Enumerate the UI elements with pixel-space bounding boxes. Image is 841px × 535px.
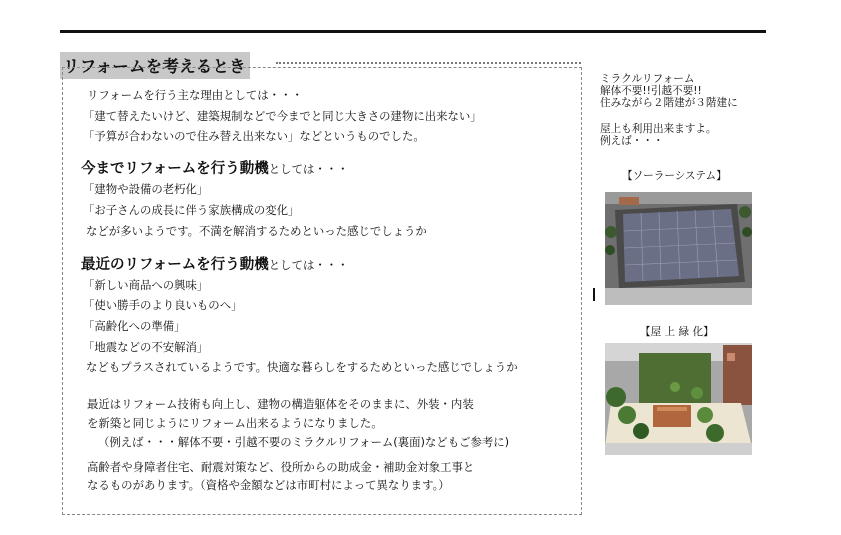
section2-item: 「高齢化への準備」 [83,319,186,333]
text-cursor [593,288,595,301]
subsidy-line: なるものがあります。（資格や金額などは市町村によって異なります。） [87,478,450,492]
section2-heading: 最近のリフォームを行う動機としては・・・ [81,257,349,273]
intro-line: 「建て替えたいけど、建築規制などで今までと同じ大きさの建物に出来ない」 [83,109,482,123]
rooftop-greening-caption: 【屋 上 緑 化】 [640,326,714,338]
solar-caption: 【ソーラーシステム】 [622,170,727,182]
recent-line: 最近はリフォーム技術も向上し、建物の構造躯体をそのままに、外装・内装 [87,397,474,411]
page-title: リフォームを考えるとき [60,52,250,79]
section1-item: 「お子さんの成長に伴う家族構成の変化」 [83,203,300,217]
intro-line: 「予算が合わないので住み替え出来ない」などというものでした。 [83,129,425,143]
sidebar-line: 住みながら２階建が３階建に [600,97,738,109]
section2-item: 「新しい商品への興味」 [83,278,209,292]
subsidy-line: 高齢者や身障者住宅、耐震対策など、役所からの助成金・補助金対象工事と [87,460,475,474]
section2-item: 「地震などの不安解消」 [83,340,209,354]
section1-item: 「建物や設備の老朽化」 [83,182,209,196]
section2-item: 「使い勝手のより良いものへ」 [83,298,243,312]
sidebar-line: 屋上も利用出来ますよ。 [600,123,717,135]
section2-item: などもプラスされているようです。快適な暮らしをするためといった感じでしょうか [86,360,518,374]
title-dotted-line [276,62,581,64]
solar-system-photo [605,192,752,305]
rooftop-greening-photo [605,343,752,455]
section1-item: などが多いようです。不満を解消するためといった感じでしょうか [86,224,427,238]
intro-line: リフォームを行う主な理由としては・・・ [87,88,303,102]
sidebar-line: 例えば・・・ [600,135,664,147]
recent-line: を新築と同じようにリフォーム出来るようになりました。 [87,416,383,430]
sidebar-line: ミラクルリフォーム [600,73,695,85]
top-rule [60,30,766,33]
recent-line: （例えば・・・解体不要・引越不要のミラクルリフォーム(裏面)などもご参考に) [98,435,510,449]
sidebar-line: 解体不要!!引越不要!! [600,85,702,97]
section1-heading: 今までリフォームを行う動機としては・・・ [81,161,349,177]
